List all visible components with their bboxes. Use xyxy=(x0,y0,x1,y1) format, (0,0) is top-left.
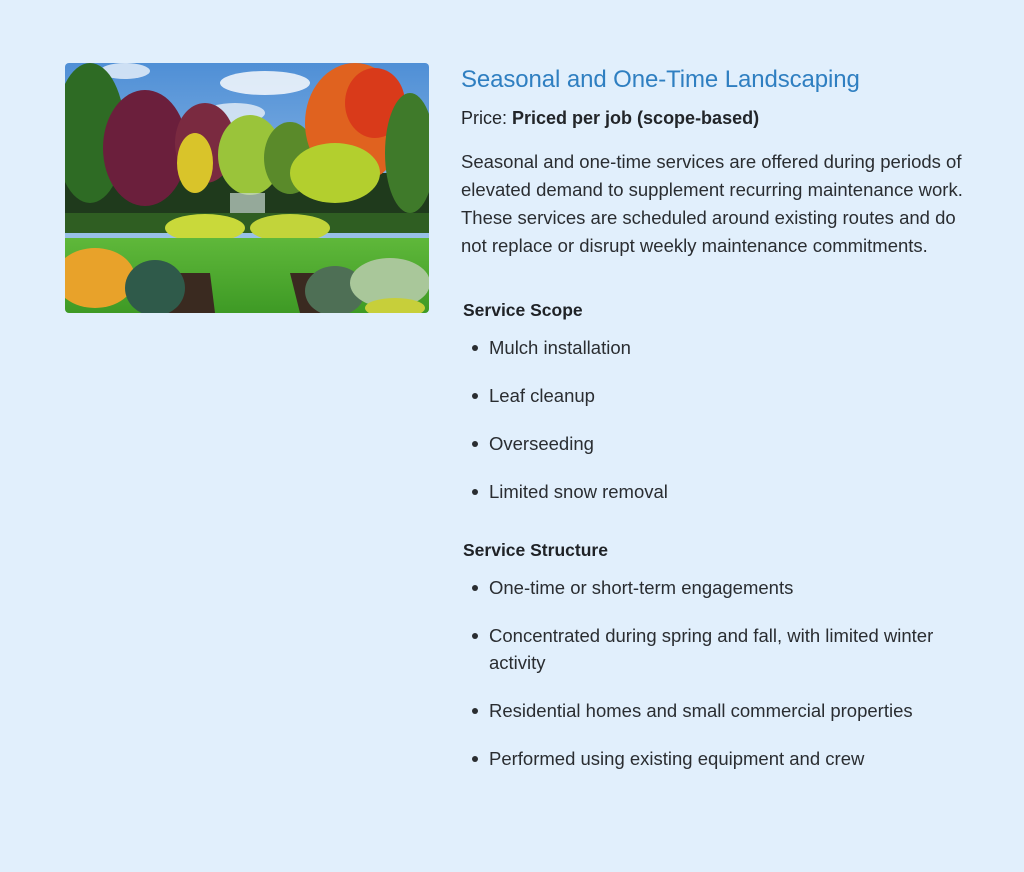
service-structure-heading: Service Structure xyxy=(463,540,608,560)
bullet-icon xyxy=(472,756,478,762)
price-line xyxy=(461,106,981,130)
bullet-icon xyxy=(472,633,478,639)
bullet-icon xyxy=(472,345,478,351)
bullet-icon xyxy=(472,393,478,399)
service-structure-list xyxy=(461,574,981,772)
service-title: Seasonal and One-Time Landscaping xyxy=(461,66,860,93)
bullet-icon xyxy=(472,441,478,447)
list-item: Overseeding xyxy=(461,430,981,457)
list-item: Leaf cleanup xyxy=(461,382,981,409)
price-value: Priced per job (scope-based) xyxy=(512,108,760,128)
list-item: Residential homes and small commercial properties xyxy=(461,697,981,724)
service-details xyxy=(461,64,981,772)
garden-image xyxy=(65,63,429,313)
list-item: Performed using existing equipment and crew xyxy=(461,745,981,772)
list-item: Mulch installation xyxy=(461,334,981,361)
price-label: Price: xyxy=(461,108,513,128)
list-item: Limited snow removal xyxy=(461,478,981,505)
service-scope-list xyxy=(461,334,981,505)
service-scope-heading: Service Scope xyxy=(463,300,583,320)
service-description: Seasonal and one-time services are offered during periods of elevated demand to supplement recurring maintenance work. These services are scheduled around existing routes and do not replace or disrupt weekly maintenance commitments. xyxy=(461,151,963,256)
list-item: Concentrated during spring and fall, with limited winter activity xyxy=(461,622,981,676)
bullet-icon xyxy=(472,489,478,495)
bullet-icon xyxy=(472,708,478,714)
bullet-icon xyxy=(472,585,478,591)
garden-photo-icon xyxy=(65,63,429,313)
list-item: One-time or short-term engagements xyxy=(461,574,981,601)
